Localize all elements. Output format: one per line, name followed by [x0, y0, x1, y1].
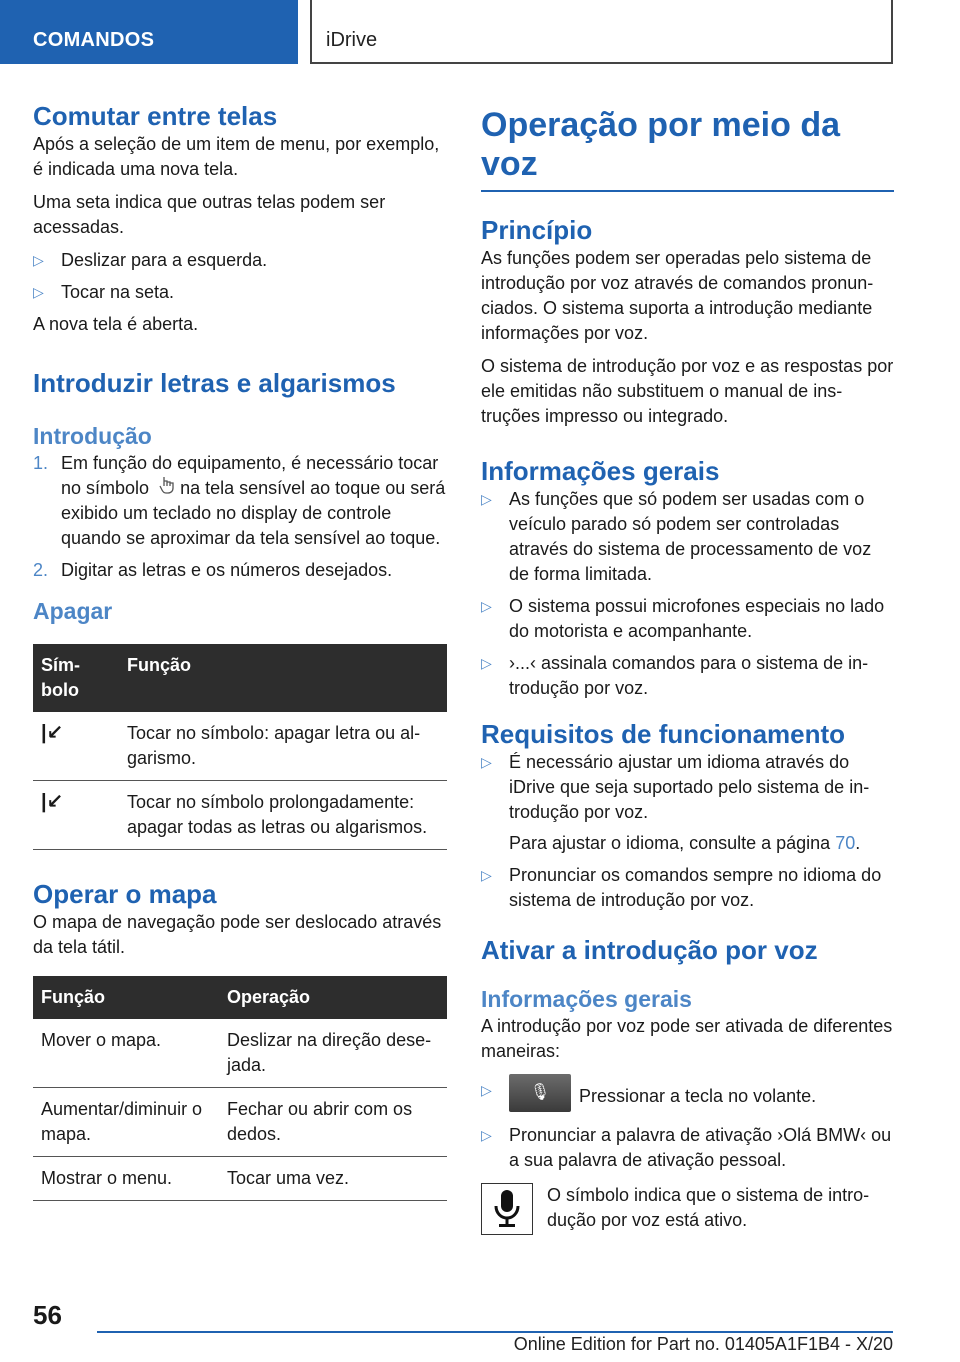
- table-row: Mover o mapa. Deslizar na direção desejada.: [33, 1019, 447, 1088]
- header-chapter-tab: [310, 0, 893, 64]
- table-row: |↙ Tocar no símbolo: apagar letra ou algarismo.: [33, 712, 447, 781]
- heading-comutar: Comutar entre telas: [33, 101, 278, 131]
- triangle-right-icon: ▷: [481, 598, 492, 614]
- heading-informacoes: Informações gerais: [481, 456, 720, 486]
- left-column: [33, 100, 447, 1201]
- subheading-informacoes: Informações gerais: [481, 986, 692, 1012]
- list-item: ▷ Pronunciar os comandos sempre no idioma do sistema de introdução por voz.: [481, 865, 882, 910]
- triangle-right-icon: ▷: [481, 491, 492, 507]
- triangle-right-icon: ▷: [481, 754, 492, 770]
- para: O mapa de navegação pode ser deslocado através da tela tátil.: [33, 912, 442, 957]
- delete-table: [33, 644, 447, 850]
- header-chapter: iDrive: [326, 29, 378, 51]
- table-header: Operação: [219, 976, 447, 1019]
- chapter-title: Operação por meio da voz: [481, 106, 894, 192]
- triangle-right-icon: ▷: [33, 284, 44, 300]
- heading-requisitos: Requisitos de funcionamento: [481, 719, 846, 749]
- para: A introdução por voz pode ser ativada de diferentes maneiras:: [481, 1016, 893, 1061]
- list-item: ▷ É necessário ajustar um idioma através do iDrive que seja suportado pelo sistema de introdução por voz. Para ajustar o idioma, consulte a página 70.: [481, 752, 870, 853]
- list-item: ▷ 🎙 Pressionar a tecla no volante.: [481, 1078, 894, 1116]
- para: As funções podem ser operadas pelo sistema de introdução por voz através de comandos pronunciados. O sistema suporta a introdução mediante informações por voz.: [481, 248, 874, 343]
- para: Uma seta indica que outras telas podem ser acessadas.: [33, 192, 386, 237]
- heading-principio: Princípio: [481, 215, 593, 245]
- footer-rule: [97, 1331, 893, 1333]
- para: A nova tela é aberta.: [33, 314, 199, 334]
- list-item: ▷ O sistema possui microfones especiais no lado do motorista e acompanhante.: [481, 596, 885, 641]
- bullet-list: [481, 750, 894, 913]
- page-link[interactable]: 70: [835, 833, 856, 853]
- table-header: Função: [119, 644, 447, 712]
- bullet-list: [33, 248, 447, 305]
- mic-note: O símbolo indica que o sistema de introdução por voz está ativo.: [481, 1183, 894, 1233]
- header-section: COMANDOS: [33, 29, 155, 51]
- map-table: [33, 976, 447, 1201]
- triangle-right-icon: ▷: [481, 1082, 492, 1098]
- subheading-apagar: Apagar: [33, 598, 113, 624]
- footer-edition: Online Edition for Part no. 01405A1F1B4 - X/20: [513, 1334, 893, 1354]
- backspace-arrow-icon: |↙: [41, 722, 64, 744]
- table-row: Aumentar/diminuir o mapa. Fechar ou abrir com os dedos.: [33, 1088, 447, 1157]
- table-header: Função: [33, 976, 219, 1019]
- list-item: ▷ As funções que só podem ser usadas com o veículo parado só podem ser controladas através do sistema de processamento de voz de forma limitada.: [481, 489, 872, 584]
- list-item: ▷ ›...‹ assinala comandos para o sistema de introdução por voz.: [481, 653, 869, 698]
- list-item: 1. Em função do equipamento, é necessário tocar no símbolo na tela sensível ao toque ou será exibido um teclado no display de controle quando se aproximar da tela sensível ao toque.: [33, 453, 446, 548]
- para: Após a seleção de um item de menu, por exemplo, é indicada uma nova tela.: [33, 134, 440, 179]
- right-column: [481, 100, 894, 1241]
- header-section-tab: [0, 0, 298, 64]
- triangle-right-icon: ▷: [481, 655, 492, 671]
- para: O sistema de introdução por voz e as respostas por ele emitidas não substituem o manual de instruções impresso ou integrado.: [481, 356, 894, 426]
- subheading-introducao: Introdução: [33, 423, 152, 449]
- list-item: ▷ Deslizar para a esquerda.: [33, 248, 447, 273]
- steering-voice-key-icon: 🎙: [509, 1074, 571, 1112]
- numbered-list: [33, 451, 447, 583]
- bullet-list: [481, 1078, 894, 1173]
- heading-introduzir: Introduzir letras e algarismos: [33, 368, 396, 398]
- list-item: 2. Digitar as letras e os números desejados.: [33, 560, 393, 580]
- table-row: |↙ Tocar no símbolo prolongadamente: apagar todas as letras ou algarismos.: [33, 781, 447, 850]
- table-row: Mostrar o menu. Tocar uma vez.: [33, 1157, 447, 1201]
- list-item: ▷ Pronunciar a palavra de ativação ›Olá BMW‹ ou a sua palavra de ativação pessoal.: [481, 1125, 892, 1170]
- triangle-right-icon: ▷: [33, 252, 44, 268]
- table-header: Símbolo: [33, 644, 119, 712]
- page-number: 56: [33, 1300, 62, 1330]
- triangle-right-icon: ▷: [481, 867, 492, 883]
- triangle-right-icon: ▷: [481, 1127, 492, 1143]
- list-item: ▷ Tocar na seta.: [33, 280, 447, 305]
- microphone-icon: [481, 1183, 533, 1235]
- backspace-arrow-icon: |↙: [41, 791, 64, 813]
- hand-pointer-icon: [154, 476, 180, 501]
- bullet-list: [481, 487, 894, 701]
- heading-ativar: Ativar a introdução por voz: [481, 935, 818, 965]
- heading-operar-mapa: Operar o mapa: [33, 879, 217, 909]
